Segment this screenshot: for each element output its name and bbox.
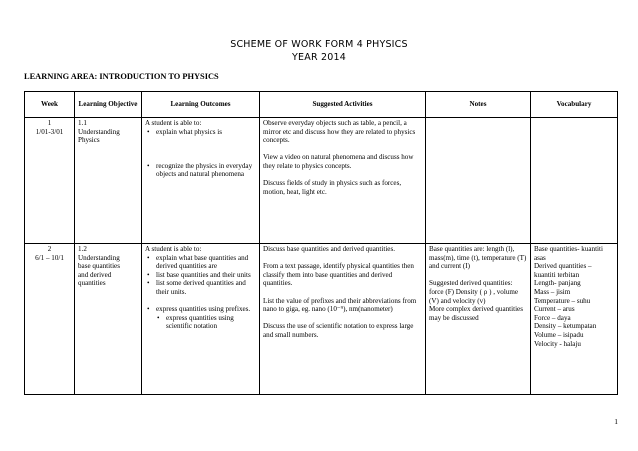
outcomes-cell	[142, 118, 260, 244]
week-cell	[25, 118, 75, 244]
vocab-entry: Derived quantities – kuantiti terbitan	[534, 262, 592, 279]
header-week: Week	[25, 92, 75, 118]
notes-cell	[426, 244, 531, 395]
objective-line: Physics	[78, 136, 100, 145]
week-dates: 6/1 – 10/1	[35, 253, 64, 262]
activity-text: Observe everyday objects such as table, a pencil, a mirror etc and discuss how they are related to physics concepts.	[263, 119, 416, 145]
outcomes-cell	[142, 244, 260, 395]
activity-text: Discuss base quantities and derived quantities.	[263, 245, 395, 253]
vocab-entry: Volume – isipadu	[534, 330, 584, 339]
activity-text: From a text passage, identify physical quantities then classify them into base quantities and derived quantities.	[263, 262, 414, 288]
outcome-intro: A student is able to:	[145, 119, 202, 127]
week-number: 2	[47, 245, 52, 253]
outcome-bullet: • express quantities using prefixes.	[145, 305, 256, 314]
objective-line: Understanding	[78, 127, 120, 136]
header-vocabulary: Vocabulary	[531, 92, 618, 118]
outcome-bullet: • explain what base quantities and derived quantities are	[145, 254, 256, 271]
activity-text: Discuss the use of scientific notation to express large and small numbers.	[263, 322, 414, 339]
vocab-entry: Density – ketumpatan	[534, 322, 597, 331]
objective-code: 1.2	[78, 245, 87, 253]
learning-area-heading: LEARNING AREA: INTRODUCTION TO PHYSICS	[24, 72, 219, 81]
header-learning-outcomes: Learning Outcomes	[142, 92, 260, 118]
objective-line: and derived	[78, 270, 112, 279]
outcome-bullet: • recognize the physics in everyday objects and natural phenomena	[145, 162, 256, 179]
outcome-bullet: • list some derived quantities and their units.	[145, 279, 256, 296]
note-text: Suggested derived quantities: force (F) Density ( ρ ) , volume (V) and velocity (v)	[429, 279, 519, 305]
page-number: 1	[614, 417, 618, 426]
vocab-entry: Length- panjang	[534, 279, 581, 288]
document-year: YEAR 2014	[292, 52, 346, 63]
week-dates: 1/01-3/01	[35, 127, 64, 136]
activities-cell	[260, 118, 426, 244]
note-text: Base quantities are: length (l), mass(m), time (t), temperature (T) and current (I)	[429, 245, 527, 271]
vocabulary-cell	[531, 244, 618, 395]
week-cell	[25, 244, 75, 395]
objective-line: quantities	[78, 279, 106, 288]
activity-text: View a video on natural phenomena and discuss how they relate to physics concepts.	[263, 153, 414, 170]
objective-cell	[75, 244, 142, 395]
week-number: 1	[47, 119, 52, 127]
objective-cell	[75, 118, 142, 244]
activity-text: List the value of prefixes and their abbreviations from nano to giga, eg. nano (10⁻⁹), nm(nanometer)	[263, 296, 417, 314]
vocab-entry: Current – arus	[534, 305, 575, 314]
objective-line: base quantities	[78, 262, 120, 271]
header-suggested-activities: Suggested Activities	[260, 92, 426, 118]
activities-cell	[260, 244, 426, 395]
outcome-bullet: • explain what physics is	[145, 128, 256, 137]
table-row	[25, 244, 618, 395]
vocab-entry: Mass – jisim	[534, 287, 571, 296]
note-text: More complex derived quantities may be discussed	[429, 305, 523, 322]
scheme-table	[24, 91, 618, 395]
document-title: SCHEME OF WORK FORM 4 PHYSICS	[230, 39, 408, 50]
vocab-entry: Velocity - halaju	[534, 339, 581, 348]
table-row	[25, 118, 618, 244]
table-header-row	[25, 92, 618, 118]
header-notes: Notes	[426, 92, 531, 118]
vocabulary-cell	[531, 118, 618, 244]
outcome-intro: A student is able to:	[145, 245, 202, 253]
vocab-entry: Force – daya	[534, 313, 571, 322]
objective-code: 1.1	[78, 119, 87, 127]
activity-text: Discuss fields of study in physics such as forces, motion, heat, light etc.	[263, 179, 402, 196]
header-learning-objective: Learning Objective	[75, 92, 142, 118]
objective-line: Understanding	[78, 253, 120, 262]
vocab-entry: Base quantities- kuantiti asas	[534, 245, 603, 262]
outcome-bullet: • express quantities using scientific notation	[145, 314, 256, 331]
notes-cell	[426, 118, 531, 244]
vocab-entry: Temperature – suhu	[534, 296, 591, 305]
outcome-bullet: • list base quantities and their units	[145, 271, 256, 280]
